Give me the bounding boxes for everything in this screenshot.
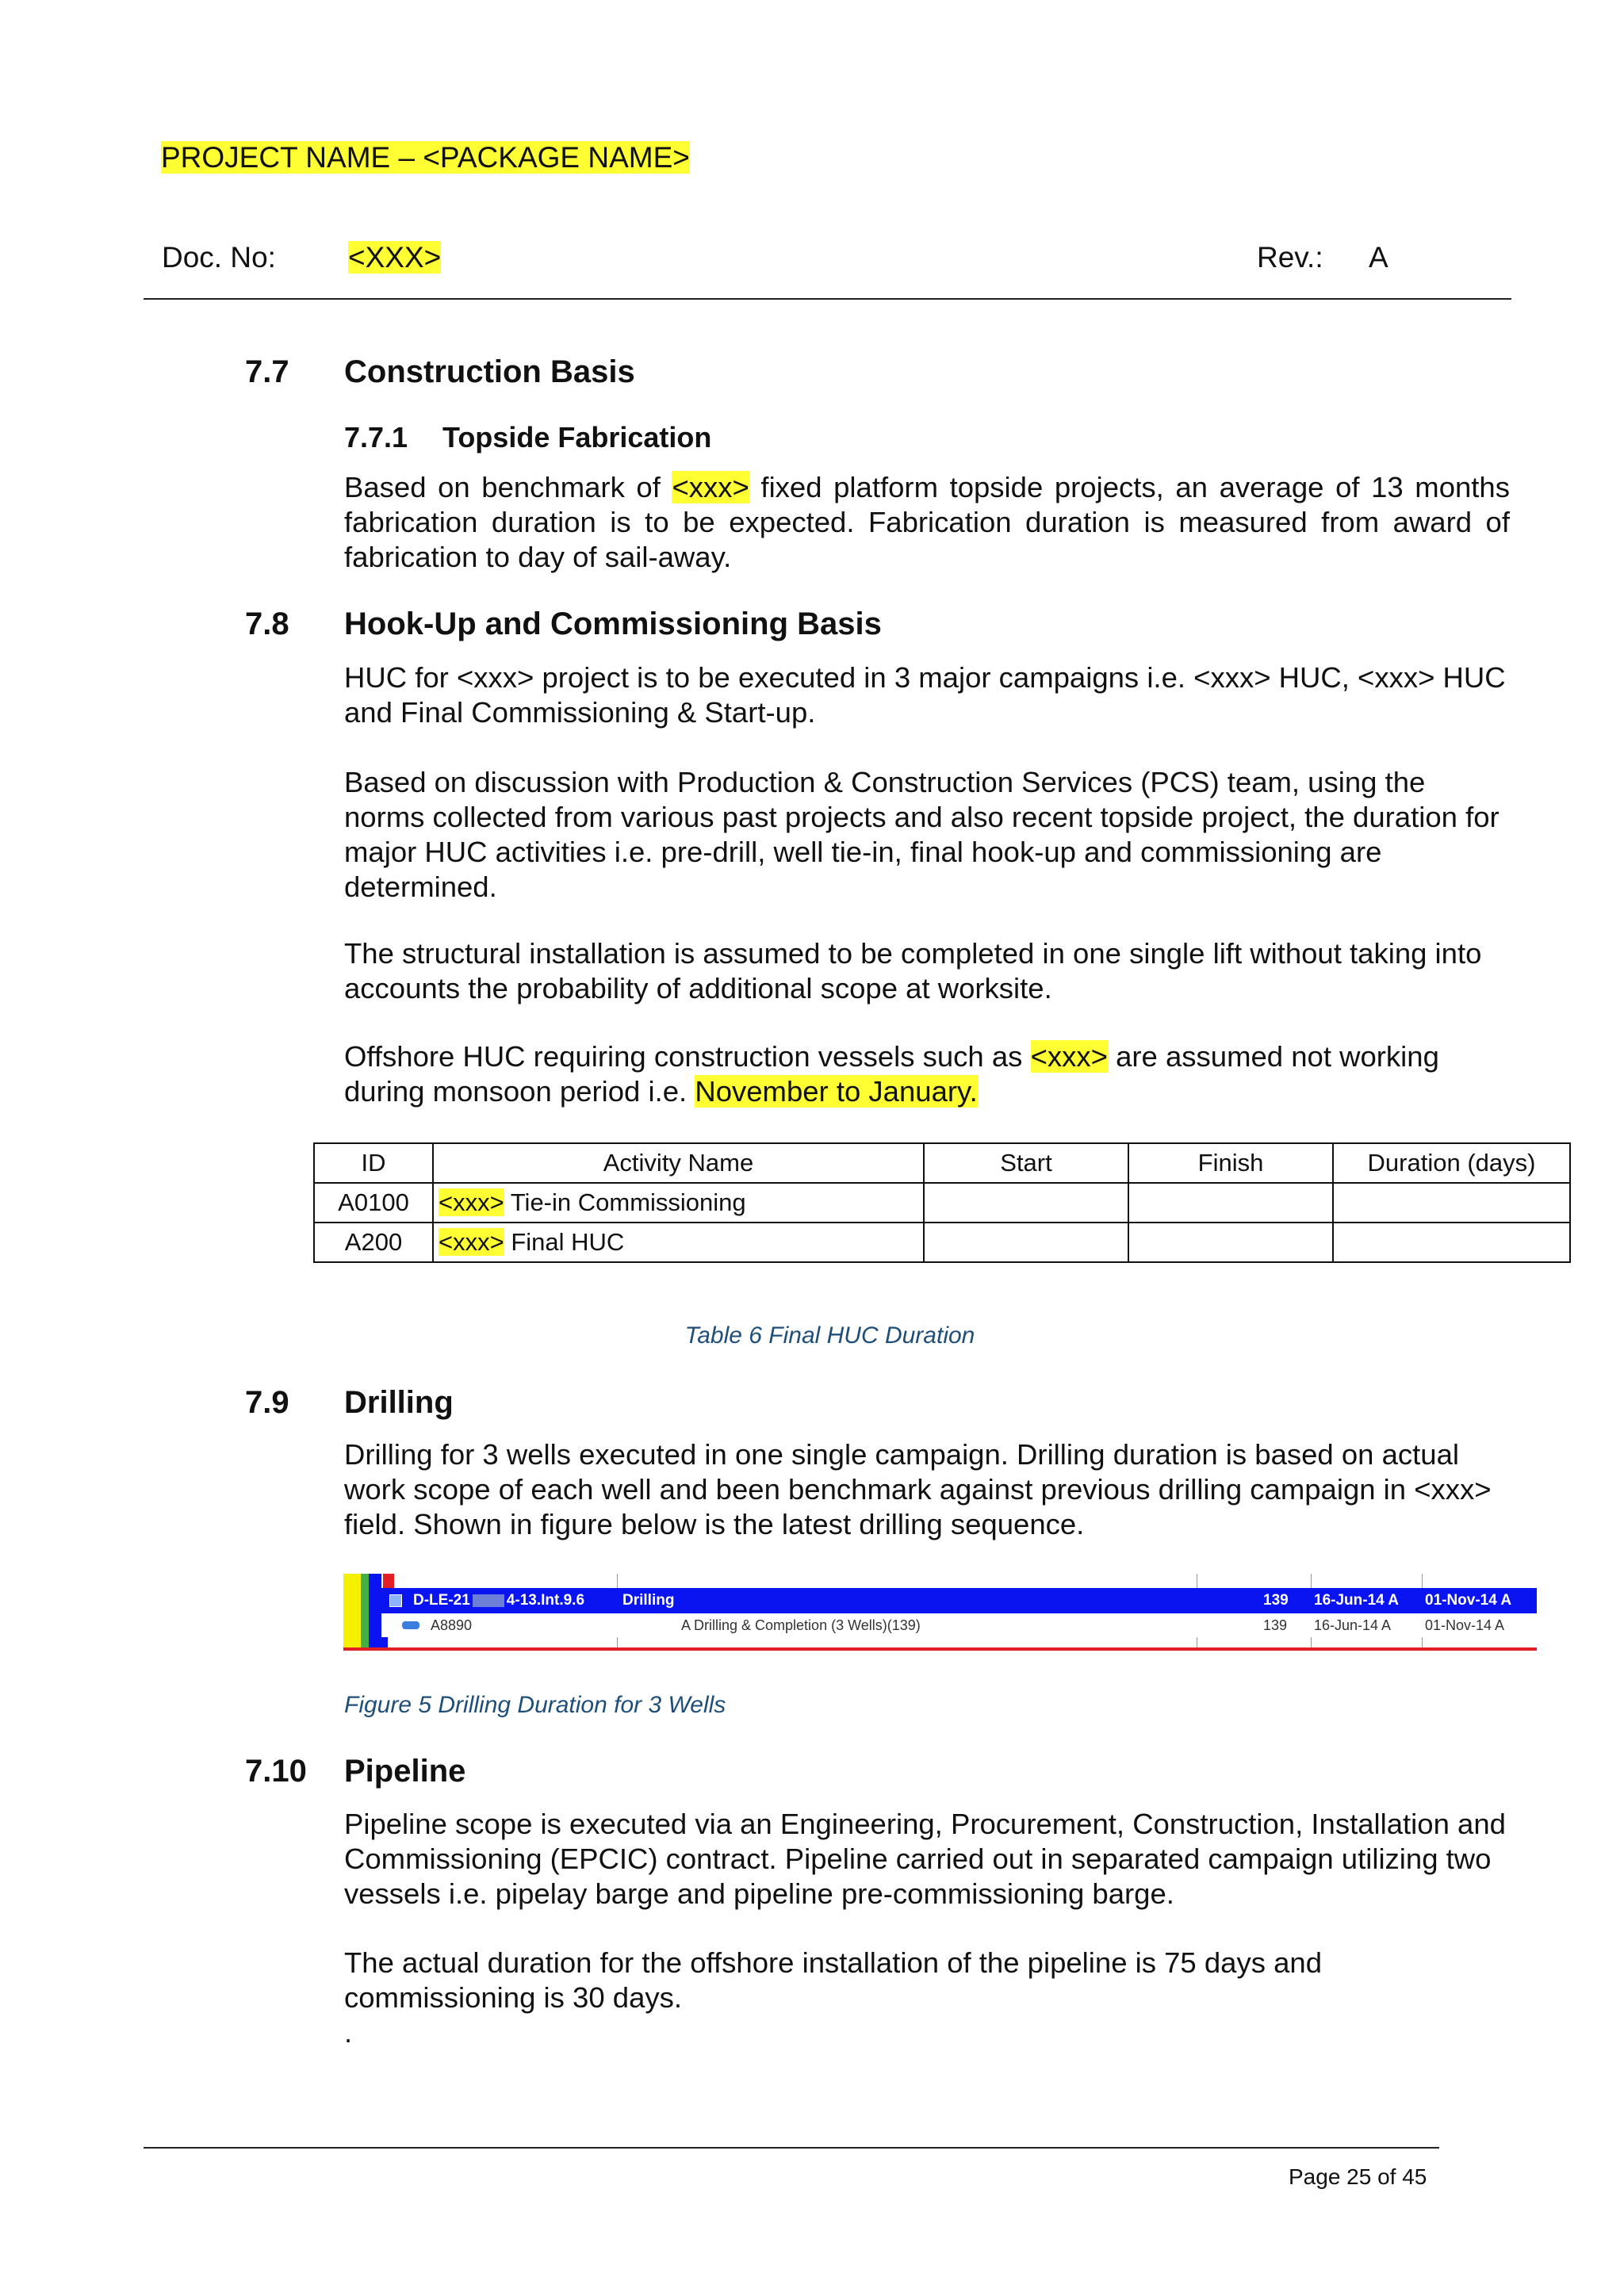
cell-id: A200 xyxy=(314,1223,433,1262)
col-header-id: ID xyxy=(314,1143,433,1183)
paragraph: Pipeline scope is executed via an Engineering, Procurement, Construction, Installation and Commissioning (EPCIC) contract. Pipeline carried out in separated campaign utilizing two vessels i.e. pipelay barge and pipeline pre-commissioning barge. xyxy=(344,1808,1506,1910)
cell-finish xyxy=(1128,1183,1333,1223)
status-strip-green xyxy=(361,1574,369,1647)
redaction-blur xyxy=(473,1594,504,1607)
col-header-activity: Activity Name xyxy=(433,1143,924,1183)
paragraph: HUC for <xxx> project is to be executed in 3 major campaigns i.e. <xxx> HUC, <xxx> HUC and Final Commissioning & Start-up. xyxy=(344,661,1506,729)
activity-duration: 139 xyxy=(1263,1617,1288,1633)
paragraph: The structural installation is assumed to be completed in one single lift without taking into accounts the probability of additional scope at worksite. xyxy=(344,937,1482,1004)
activity-bar-icon xyxy=(402,1621,419,1629)
huc-duration-table xyxy=(313,1142,1571,1263)
placeholder-highlight: <xxx> xyxy=(1030,1040,1108,1073)
col-header-duration: Duration (days) xyxy=(1333,1143,1570,1183)
cell-duration xyxy=(1333,1223,1570,1262)
placeholder-highlight: <xxx> xyxy=(672,471,749,503)
wbs-finish: 01-Nov-14 A xyxy=(1425,1592,1512,1609)
paragraph: Drilling for 3 wells executed in one single campaign. Drilling duration is based on actual work scope of each well and been benchmark against previous drilling campaign in <xxx> field. Shown in figure below is the latest drilling sequence. xyxy=(344,1438,1492,1540)
table-header-row xyxy=(314,1143,1570,1183)
col-header-start: Start xyxy=(924,1143,1128,1183)
rev-value: A xyxy=(1369,241,1388,274)
cell-activity: <xxx> Final HUC xyxy=(433,1223,924,1262)
section-heading: Pipeline xyxy=(344,1754,466,1789)
footer-divider xyxy=(144,2147,1439,2149)
subsection-heading: Topside Fabrication xyxy=(442,421,712,453)
wbs-code: D-LE-21 4-13.Int.9.6 xyxy=(413,1592,585,1609)
activity-start: 16-Jun-14 A xyxy=(1314,1617,1392,1633)
wbs-icon xyxy=(389,1594,402,1607)
cell-id: A0100 xyxy=(314,1183,433,1223)
drilling-schedule-figure xyxy=(343,1574,1537,1651)
cell-activity: <xxx> Tie-in Commissioning xyxy=(433,1183,924,1223)
status-strip-blue xyxy=(369,1574,381,1647)
activity-name: A Drilling & Completion (3 Wells)(139) xyxy=(681,1617,921,1633)
paragraph: The actual duration for the offshore installation of the pipeline is 75 days and commissioning is 30 days. . xyxy=(344,1946,1323,2049)
project-title: PROJECT NAME – <PACKAGE NAME> xyxy=(161,141,690,174)
page-number: Page 25 of 45 xyxy=(1289,2164,1427,2189)
activity-id: A8890 xyxy=(431,1617,473,1633)
section-number: 7.10 xyxy=(245,1754,307,1789)
doc-no-value: <XXX> xyxy=(348,241,442,274)
section-number: 7.7 xyxy=(245,354,289,389)
placeholder-highlight: November to January. xyxy=(695,1075,978,1108)
rev-label: Rev.: xyxy=(1257,241,1323,274)
activity-finish: 01-Nov-14 A xyxy=(1425,1617,1505,1633)
table-row xyxy=(314,1223,1570,1262)
figure-caption: Figure 5 Drilling Duration for 3 Wells xyxy=(344,1692,726,1718)
cell-duration xyxy=(1333,1183,1570,1223)
header-divider xyxy=(144,298,1511,300)
doc-no-label: Doc. No: xyxy=(162,241,276,274)
paragraph: Offshore HUC requiring construction vessels such as <xxx> are assumed not working during monsoon period i.e. November to January. xyxy=(344,1040,1439,1108)
section-number: 7.9 xyxy=(245,1385,289,1420)
wbs-duration: 139 xyxy=(1263,1592,1289,1609)
wbs-name: Drilling xyxy=(622,1592,675,1609)
cell-start xyxy=(924,1223,1128,1262)
subsection-number: 7.7.1 xyxy=(344,421,408,453)
partial-row-top xyxy=(381,1574,1537,1589)
section-number: 7.8 xyxy=(245,607,289,641)
section-heading: Construction Basis xyxy=(344,354,635,389)
cell-finish xyxy=(1128,1223,1333,1262)
paragraph: Based on discussion with Production & Construction Services (PCS) team, using the norms collected from various past projects and also recent topside project, the duration for major HUC activities i.e. pre-drill, well tie-in, final hook-up and commissioning are determined. xyxy=(344,766,1500,903)
red-marker xyxy=(381,1637,388,1647)
status-strip-yellow xyxy=(343,1574,361,1647)
section-heading: Hook-Up and Commissioning Basis xyxy=(344,607,882,641)
table-caption: Table 6 Final HUC Duration xyxy=(684,1322,975,1349)
table-row xyxy=(314,1183,1570,1223)
cell-start xyxy=(924,1183,1128,1223)
section-heading: Drilling xyxy=(344,1385,454,1420)
col-header-finish: Finish xyxy=(1128,1143,1333,1183)
paragraph: Based on benchmark of <xxx> fixed platform topside projects, an average of 13 months fabrication duration is to be expected. Fabrication duration is measured from award of fabrication to day of sail-away. xyxy=(344,471,1510,573)
gantt-row-activity xyxy=(381,1613,1537,1637)
gantt-row-selected xyxy=(381,1588,1537,1613)
wbs-start: 16-Jun-14 A xyxy=(1314,1592,1399,1609)
